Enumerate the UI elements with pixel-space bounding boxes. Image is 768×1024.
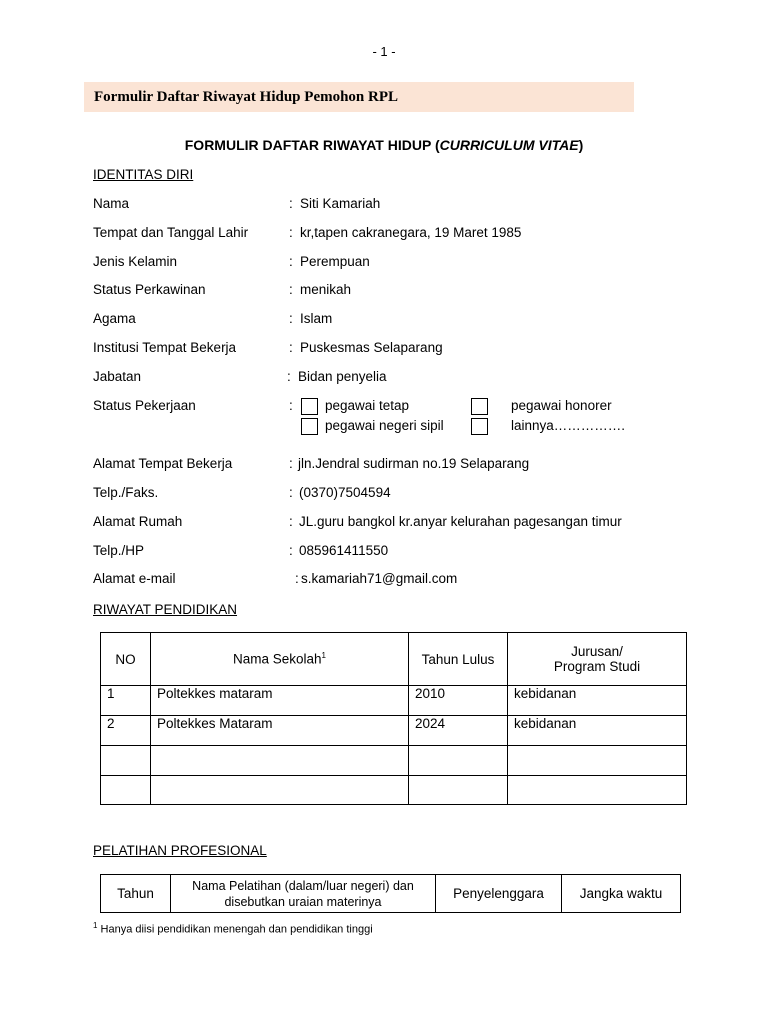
field-perkawinan-label: Status Perkawinan (93, 282, 206, 297)
row-major (508, 776, 687, 805)
header-major (508, 633, 687, 686)
field-institusi-colon: : (289, 340, 293, 355)
field-ttl-value: kr,tapen cakranegara, 19 Maret 1985 (300, 225, 522, 240)
table-row (101, 686, 687, 716)
footnote-mark: 1 (93, 921, 98, 930)
field-institusi-label: Institusi Tempat Bekerja (93, 340, 237, 355)
training-header-duration: Jangka waktu (562, 875, 681, 913)
field-alamat-kerja-colon: : (289, 456, 293, 471)
field-telp-hp-colon: : (289, 543, 293, 558)
header-major-line2: Program Studi (553, 659, 641, 674)
field-kelamin-value: Perempuan (300, 254, 370, 269)
field-alamat-kerja-value: jln.Jendral sudirman no.19 Selaparang (298, 456, 530, 471)
field-jabatan-colon: : (287, 369, 291, 384)
row-school: Poltekkes mataram (151, 686, 409, 716)
field-alamat-rumah-value: JL.guru bangkol kr.anyar kelurahan pagesangan timur (299, 514, 622, 529)
section-identity-heading: IDENTITAS DIRI (93, 167, 194, 182)
training-header-name-line1: Nama Pelatihan (dalam/luar negeri) dan (192, 878, 414, 893)
field-telp-faks-value: (0370)7504594 (299, 485, 391, 500)
field-agama-label: Agama (93, 311, 136, 326)
training-header-name-line2: disebutkan uraian materinya (224, 894, 382, 909)
field-institusi-value: Puskesmas Selaparang (300, 340, 443, 355)
row-year: 2024 (409, 716, 508, 746)
checkbox-pegawai-tetap[interactable] (301, 398, 318, 415)
field-nama-colon: : (289, 196, 293, 211)
header-no: NO (101, 633, 151, 686)
row-year (409, 776, 508, 805)
education-table-header-row (101, 633, 687, 686)
row-no (101, 746, 151, 776)
form-title-main: FORMULIR DAFTAR RIWAYAT HIDUP ( (184, 137, 440, 153)
row-school: Poltekkes Mataram (151, 716, 409, 746)
table-row (101, 746, 687, 776)
checkbox-lainnya[interactable] (471, 418, 488, 435)
header-major-line1: Jurusan/ (571, 644, 623, 659)
row-major (508, 746, 687, 776)
field-kelamin-label: Jenis Kelamin (93, 254, 178, 269)
option-pegawai-honorer-label: pegawai honorer (511, 398, 612, 413)
training-header-year: Tahun (101, 875, 171, 913)
table-row (101, 716, 687, 746)
row-major: kebidanan (508, 716, 687, 746)
header-title: Formulir Daftar Riwayat Hidup Pemohon RPL (94, 89, 399, 105)
field-alamat-rumah-colon: : (289, 514, 293, 529)
field-ttl-label: Tempat dan Tanggal Lahir (93, 225, 249, 240)
field-telp-faks-label: Telp./Faks. (93, 485, 159, 500)
footnote-text: Hanya diisi pendidikan menengah dan pendidikan tinggi (97, 923, 373, 936)
field-alamat-kerja-label: Alamat Tempat Bekerja (93, 456, 233, 471)
row-no (101, 776, 151, 805)
field-ttl-colon: : (289, 225, 293, 240)
checkbox-pegawai-honorer[interactable] (471, 398, 488, 415)
field-perkawinan-value: menikah (300, 282, 352, 297)
education-table (100, 632, 687, 805)
field-perkawinan-colon: : (289, 282, 293, 297)
checkbox-pegawai-negeri-sipil[interactable] (301, 418, 318, 435)
field-alamat-rumah-label: Alamat Rumah (93, 514, 183, 529)
row-school (151, 776, 409, 805)
row-year (409, 746, 508, 776)
form-title (0, 137, 768, 153)
form-title-end: ) (578, 137, 584, 153)
table-row (101, 776, 687, 805)
field-email-colon: : (295, 571, 299, 586)
field-nama-label: Nama (93, 196, 130, 211)
row-school (151, 746, 409, 776)
option-lainnya-label: lainnya……………. (511, 418, 626, 433)
row-year: 2010 (409, 686, 508, 716)
header-school (151, 633, 409, 686)
field-jabatan-value: Bidan penyelia (298, 369, 387, 384)
form-title-italic: CURRICULUM VITAE (439, 137, 579, 153)
field-email-label: Alamat e-mail (93, 571, 176, 586)
header-year: Tahun Lulus (409, 633, 508, 686)
field-nama-value: Siti Kamariah (300, 196, 381, 211)
section-training-heading: PELATIHAN PROFESIONAL (93, 843, 267, 858)
field-status-pekerjaan-colon: : (289, 398, 293, 413)
field-email-value: s.kamariah71@gmail.com (301, 571, 458, 586)
field-telp-hp-value: 085961411550 (299, 543, 389, 558)
footnote (93, 921, 373, 936)
training-table-header-row (101, 875, 681, 913)
header-school-footnote-mark: 1 (321, 651, 326, 661)
row-no: 1 (101, 686, 151, 716)
option-pegawai-negeri-sipil-label: pegawai negeri sipil (325, 418, 444, 433)
field-jabatan-label: Jabatan (93, 369, 142, 384)
field-telp-hp-label: Telp./HP (93, 543, 145, 558)
field-status-pekerjaan-label: Status Pekerjaan (93, 398, 196, 413)
section-education-heading: RIWAYAT PENDIDIKAN (93, 602, 238, 617)
field-agama-value: Islam (300, 311, 333, 326)
field-telp-faks-colon: : (289, 485, 293, 500)
field-kelamin-colon: : (289, 254, 293, 269)
training-header-organizer: Penyelenggara (436, 875, 562, 913)
option-pegawai-tetap-label: pegawai tetap (325, 398, 410, 413)
training-table (100, 874, 681, 913)
row-major: kebidanan (508, 686, 687, 716)
row-no: 2 (101, 716, 151, 746)
field-agama-colon: : (289, 311, 293, 326)
header-school-label: Nama Sekolah (232, 651, 322, 667)
page-number: - 1 - (372, 44, 396, 59)
training-header-name (171, 875, 436, 913)
